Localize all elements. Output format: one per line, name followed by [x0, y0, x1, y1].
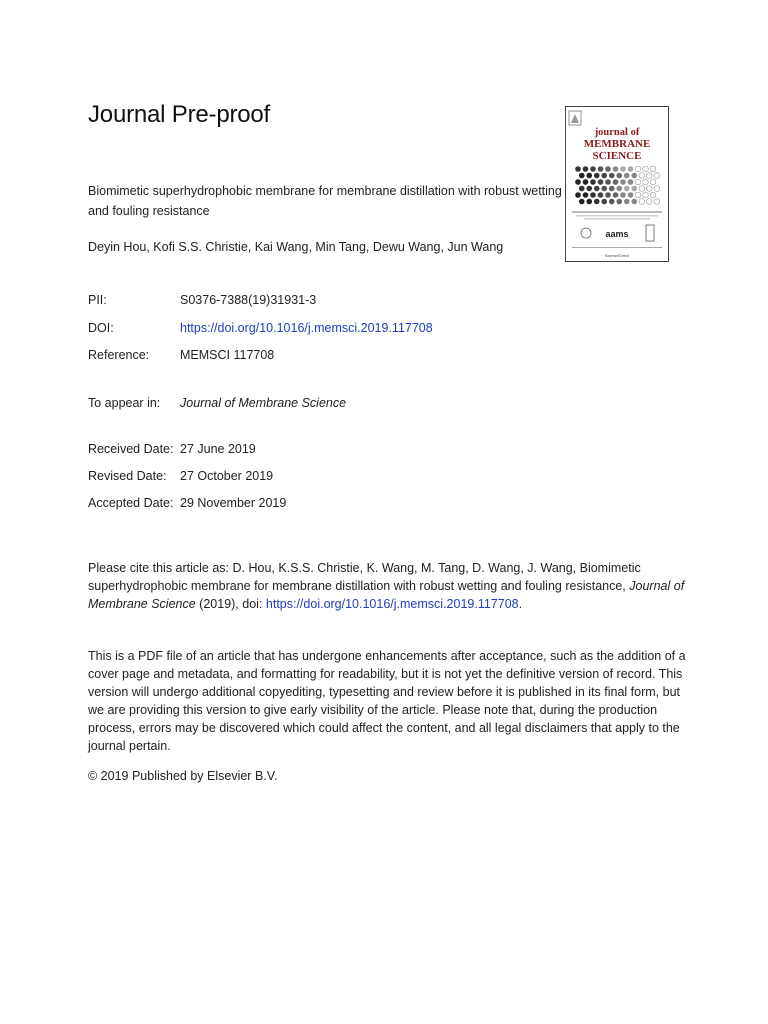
- page-title: Journal Pre-proof: [88, 101, 271, 128]
- cover-molecule-dot: [639, 186, 645, 192]
- cover-molecule-dot: [579, 199, 585, 205]
- cover-molecule-dot: [598, 192, 604, 198]
- cover-molecule-dot: [579, 173, 585, 179]
- cover-molecule-dot: [650, 179, 656, 185]
- cover-molecule-dot: [601, 199, 607, 205]
- cover-molecule-dot: [635, 166, 641, 172]
- cover-molecule-dot: [631, 199, 637, 205]
- cover-molecule-dot: [643, 166, 649, 172]
- meta-value-journal: Journal of Membrane Science: [180, 396, 347, 410]
- cover-molecule-dot: [620, 192, 626, 198]
- cover-molecule-dot: [613, 192, 619, 198]
- cover-title-line3: SCIENCE: [592, 150, 642, 162]
- meta-value-accepted: 29 November 2019: [180, 496, 287, 510]
- cover-molecule-dot: [646, 186, 652, 192]
- cover-molecule-dot: [616, 173, 622, 179]
- citation-end: .: [518, 597, 523, 611]
- cover-molecule-graphic: [575, 166, 659, 204]
- cover-molecule-dot: [624, 199, 630, 205]
- cover-molecule-dot: [643, 192, 649, 198]
- cover-title-line2: MEMBRANE: [583, 138, 651, 150]
- cover-society-badge: aams: [605, 229, 629, 239]
- cover-molecule-dot: [575, 179, 581, 185]
- cover-molecule-dot: [654, 186, 660, 192]
- cover-molecule-dot: [594, 199, 600, 205]
- meta-value-pii: S0376-7388(19)31931-3: [180, 293, 317, 307]
- cover-molecule-dot: [635, 192, 641, 198]
- cover-molecule-dot: [590, 179, 596, 185]
- cover-molecule-dot: [609, 186, 615, 192]
- meta-value-reference: MEMSCI 117708: [180, 348, 275, 362]
- cover-molecule-dot: [616, 186, 622, 192]
- cover-molecule-dot: [609, 199, 615, 205]
- cover-molecule-dot: [628, 192, 634, 198]
- meta-label-doi: DOI:: [88, 321, 114, 335]
- cover-molecule-dot: [654, 173, 660, 179]
- cover-molecule-dot: [628, 166, 634, 172]
- disclaimer-paragraph: This is a PDF file of an article that has undergone enhancements after acceptance, such as the addition of a cover page and metadata, and formatting for readability, but it is not yet the definitive version of record. This version will undergo additional copyediting, typesetting and review before it is published in its final form, but we are providing this version to give early visibility of the article. Please note that, during the production process, errors may be discovered which could affect the content, and all legal disclaimers that apply to the journal pertain.: [88, 649, 686, 753]
- cover-molecule-dot: [646, 173, 652, 179]
- cover-publisher: ScienceDirect: [604, 253, 630, 258]
- cover-molecule-dot: [590, 192, 596, 198]
- cover-molecule-dot: [616, 199, 622, 205]
- citation-journal: Journal of Membrane Science: [88, 579, 685, 611]
- cover-molecule-dot: [586, 199, 592, 205]
- cover-molecule-dot: [631, 186, 637, 192]
- cover-molecule-dot: [575, 192, 581, 198]
- cover-molecule-dot: [575, 166, 581, 172]
- cover-molecule-dot: [586, 173, 592, 179]
- cover-molecule-dot: [609, 173, 615, 179]
- journal-cover-image: [565, 106, 669, 262]
- meta-label-appear: To appear in:: [88, 396, 161, 410]
- cover-molecule-dot: [583, 166, 589, 172]
- article-title: Biomimetic superhydrophobic membrane for membrane distillation with robust wetting and fouling resistance: [88, 184, 562, 218]
- cover-molecule-dot: [654, 199, 660, 205]
- cover-molecule-dot: [650, 192, 656, 198]
- citation-paragraph: [88, 559, 688, 613]
- cover-molecule-dot: [639, 199, 645, 205]
- meta-value-received: 27 June 2019: [180, 442, 256, 456]
- cover-molecule-dot: [586, 186, 592, 192]
- cover-molecule-dot: [583, 192, 589, 198]
- cover-molecule-dot: [598, 166, 604, 172]
- cover-molecule-dot: [620, 179, 626, 185]
- meta-label-pii: PII:: [88, 293, 107, 307]
- cover-molecule-dot: [590, 166, 596, 172]
- cover-molecule-dot: [635, 179, 641, 185]
- meta-label-accepted: Accepted Date:: [88, 496, 174, 510]
- cover-molecule-dot: [598, 179, 604, 185]
- journal-cover-art: [566, 107, 668, 261]
- meta-label-reference: Reference:: [88, 348, 150, 362]
- copyright-notice: © 2019 Published by Elsevier B.V.: [88, 769, 278, 783]
- cover-molecule-dot: [624, 186, 630, 192]
- cover-molecule-dot: [594, 173, 600, 179]
- doi-link[interactable]: https://doi.org/10.1016/j.memsci.2019.117708: [180, 321, 433, 335]
- cover-molecule-dot: [605, 166, 611, 172]
- cover-title-line1: journal of: [594, 127, 640, 138]
- cover-molecule-dot: [605, 179, 611, 185]
- cover-molecule-dot: [643, 179, 649, 185]
- cover-molecule-dot: [601, 173, 607, 179]
- meta-label-revised: Revised Date:: [88, 469, 167, 483]
- cover-molecule-dot: [624, 173, 630, 179]
- cover-molecule-dot: [620, 166, 626, 172]
- cover-molecule-dot: [650, 166, 656, 172]
- cover-molecule-dot: [628, 179, 634, 185]
- meta-label-received: Received Date:: [88, 442, 174, 456]
- cover-molecule-dot: [579, 186, 585, 192]
- cover-molecule-dot: [583, 179, 589, 185]
- citation-text: Please cite this article as: D. Hou, K.S.S. Christie, K. Wang, M. Tang, D. Wang, J. Wang, Biomimetic superhydrophobic membrane for membrane distillation with robust wetting and fouling resistance,: [88, 561, 641, 593]
- meta-value-revised: 27 October 2019: [180, 469, 274, 483]
- article-authors: Deyin Hou, Kofi S.S. Christie, Kai Wang, Min Tang, Dewu Wang, Jun Wang: [88, 240, 504, 254]
- citation-year: (2019), doi:: [195, 597, 266, 611]
- cover-molecule-dot: [594, 186, 600, 192]
- cover-molecule-dot: [639, 173, 645, 179]
- cover-molecule-dot: [613, 166, 619, 172]
- citation-doi-link[interactable]: https://doi.org/10.1016/j.memsci.2019.117708: [265, 597, 519, 611]
- cover-molecule-dot: [601, 186, 607, 192]
- cover-molecule-dot: [631, 173, 637, 179]
- cover-molecule-dot: [605, 192, 611, 198]
- cover-molecule-dot: [646, 199, 652, 205]
- cover-molecule-dot: [613, 179, 619, 185]
